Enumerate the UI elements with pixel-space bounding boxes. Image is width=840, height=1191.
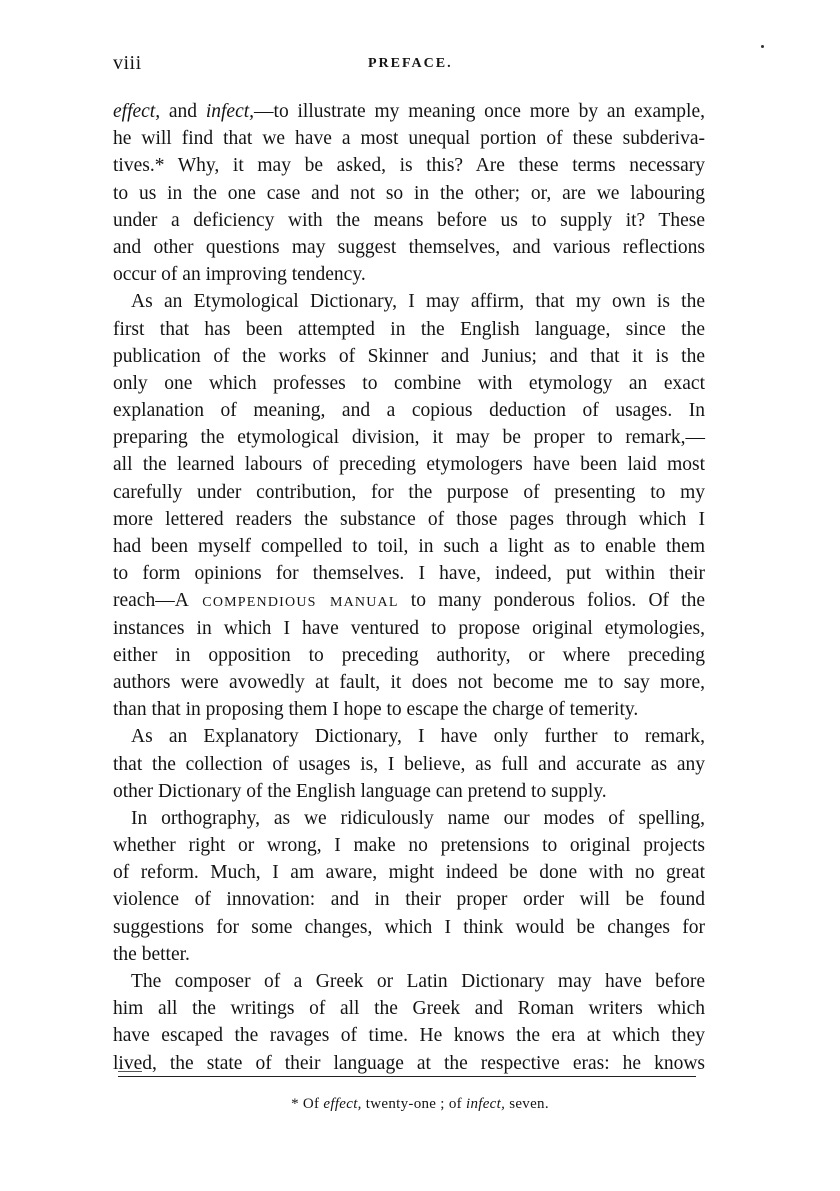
text-line: had been myself compelled to toil, in such a light as to enable them [113, 536, 705, 557]
paragraph-start: In orthography, as we ridiculously name our modes of spelling, [131, 807, 705, 829]
paper-speck [761, 45, 764, 48]
text-line: publication of the works of Skinner and Junius; and that it is the [113, 345, 705, 367]
text-line: to us in the one case and not so in the other; or, are we labouring [113, 182, 705, 204]
text-line: the better. [113, 943, 190, 965]
text-line: more lettered readers the substance of those pages through which I [113, 508, 705, 530]
text-line: to form opinions for themselves. I have, indeed, put within their [113, 563, 705, 585]
text-line: that the collection of usages is, I believe, as full and accurate as any [113, 753, 705, 775]
text-line: him all the writings of all the Greek and Roman writers which [113, 998, 705, 1020]
emphasis: effect, [113, 101, 161, 122]
text-line: only one which professes to combine with etymology an exact [113, 372, 705, 394]
text-line: other Dictionary of the English language can pretend to supply. [113, 780, 607, 802]
text-line: either in opposition to preceding authority, or where preceding [113, 644, 705, 666]
text-line: occur of an improving tendency. [113, 264, 366, 286]
paragraph-start: As an Etymological Dictionary, I may affirm, that my own is the [131, 291, 705, 313]
text-line: whether right or wrong, I make no pretensions to original projects [113, 835, 705, 857]
text-line: tives.* Why, it may be asked, is this? Are these terms necessary [113, 155, 705, 177]
text-line: reach—A compendious manual to many ponderous folios. Of the [113, 590, 706, 612]
paragraph-start: The composer of a Greek or Latin Dictionary may have before [131, 971, 705, 992]
text-line: violence of innovation: and in their proper order will be found [113, 889, 705, 911]
text-line: instances in which I have ventured to propose original etymologies, [113, 617, 705, 639]
emphasis: infect, [465, 1096, 506, 1112]
text-line: effect, and infect,—to illustrate my meaning once more by an example, [113, 101, 706, 122]
text-line: suggestions for some changes, which I think would be changes for [113, 916, 705, 938]
text-line: he will find that we have a most unequal portion of these subderiva- [113, 128, 705, 150]
footnote-marker: * [291, 1096, 303, 1112]
body-text [113, 98, 705, 1077]
emphasis: infect, [205, 101, 255, 122]
text-line: lived, the state of their language at the respective eras: he knows [113, 1052, 705, 1074]
page-header [113, 52, 703, 82]
paragraph-start: As an Explanatory Dictionary, I have only further to remark, [131, 726, 705, 748]
text-line: under a deficiency with the means before us to supply it? These [113, 209, 705, 231]
small-caps-phrase: A compendious manual [174, 590, 399, 612]
footnote: * Of effect, twenty-one ; of infect, seven. [291, 1096, 549, 1112]
text-line: all the learned labours of preceding etymologers have been laid most [113, 454, 705, 476]
text-line: carefully under contribution, for the purpose of presenting to my [113, 481, 705, 503]
page-number: viii [113, 52, 142, 74]
running-head: PREFACE. [368, 56, 453, 71]
text-line: and other questions may suggest themselves, and various reflections [113, 236, 705, 258]
text-line: than that in proposing them I hope to escape the charge of temerity. [113, 699, 639, 721]
text-line: preparing the etymological division, it may be proper to remark,— [113, 427, 705, 449]
text-line: explanation of meaning, and a copious deduction of usages. In [113, 400, 705, 422]
text-line: authors were avowedly at fault, it does not become me to say more, [113, 671, 705, 693]
text-line: of reform. Much, I am aware, might indeed be done with no great [113, 862, 705, 884]
footnote-rule [118, 1076, 696, 1077]
footnote-rule-mark [118, 1071, 142, 1072]
text-line: first that has been attempted in the English language, since the [113, 318, 705, 340]
emphasis: effect, [323, 1096, 362, 1112]
text-line: have escaped the ravages of time. He knows the era at which they [113, 1025, 705, 1047]
